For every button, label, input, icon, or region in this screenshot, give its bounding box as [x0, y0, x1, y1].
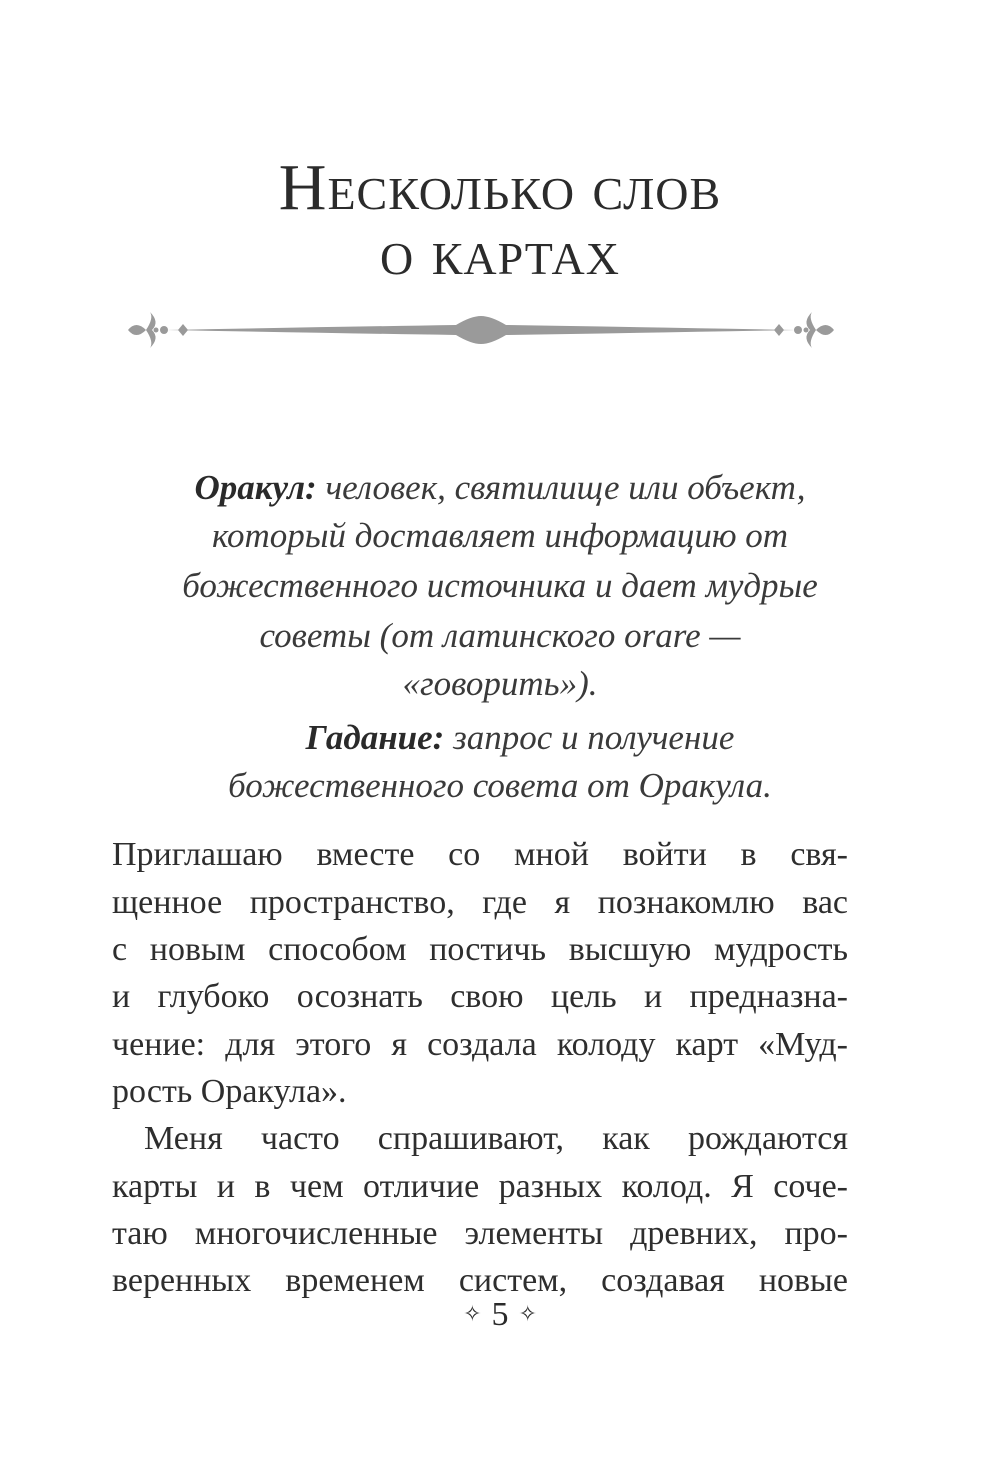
sparkle-icon: ✧: [463, 1301, 482, 1326]
body-line: таю многочисленные элементы древних, про-: [112, 1215, 848, 1252]
definition-oracle-line: [0, 468, 1000, 508]
body-line: с новым способом постичь высшую мудрость: [112, 931, 848, 968]
page-title-line-1: Несколько слов: [278, 151, 722, 224]
body-line: веренных временем систем, создавая новые: [112, 1262, 848, 1299]
definition-text: человек, святилище или объект,: [325, 468, 806, 507]
body-line: рость Оракула».: [112, 1073, 347, 1110]
sparkle-icon: ✧: [518, 1301, 537, 1326]
body-line: Приглашаю вместе со мной войти в свя-: [112, 836, 848, 873]
page-number-text: 5: [491, 1296, 509, 1333]
page-number: [0, 1296, 1000, 1334]
body-line: чение: для этого я создала колоду карт «Муд-: [112, 1026, 848, 1063]
definition-text: запрос и получение: [453, 718, 735, 757]
definition-oracle-line: «говорить»).: [402, 664, 598, 703]
definition-term: Гадание:: [305, 718, 445, 757]
page-title-line-2: о картах: [379, 216, 620, 289]
definition-oracle-line: советы (от латинского orare —: [259, 616, 741, 655]
definition-oracle-line: который доставляет информацию от: [211, 516, 789, 555]
body-line: карты и в чем отличие разных колод. Я соче-: [112, 1168, 848, 1205]
definition-divination-line: [20, 718, 1000, 758]
body-line: щенное пространство, где я познакомлю вас: [112, 884, 848, 921]
body-line: Меня часто спрашивают, как рождаются: [144, 1120, 848, 1157]
body-line: и глубоко осознать свою цель и предназна-: [112, 978, 848, 1015]
ornament-divider-icon: [126, 308, 836, 352]
definition-oracle-line: божественного источника и дает мудрые: [182, 566, 818, 605]
definition-term: Оракул:: [194, 468, 317, 507]
definition-divination-line: божественного совета от Оракула.: [228, 766, 772, 805]
